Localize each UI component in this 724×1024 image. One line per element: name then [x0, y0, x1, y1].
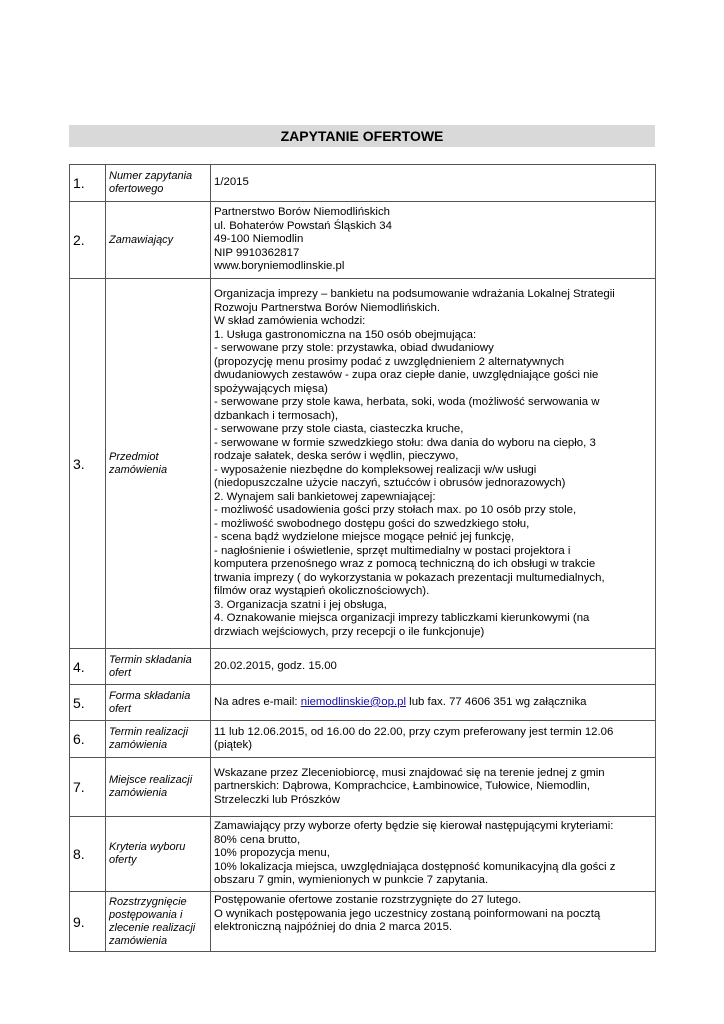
row-number: 5.: [70, 685, 106, 721]
row-value: Zamawiający przy wyborze oferty będzie się kierował następującymi kryteriami: 80% cena brutto, 10% propozycja menu, 10% lokalizacja miejsca, uwzględniająca dostępność komunikacyjną dla gości z obszaru 7 gmin, wymienionych w punkcie 7 zapytania.: [211, 817, 656, 892]
row-label: Termin składania ofert: [106, 649, 211, 685]
row-number: 7.: [70, 758, 106, 817]
offer-table: [69, 164, 656, 952]
row-label: Rozstrzygnięcie postępowania i zlecenie realizacji zamówienia: [106, 892, 211, 952]
row-number: 3.: [70, 279, 106, 649]
email-link[interactable]: niemodlinskie@op.pl: [300, 695, 407, 708]
row-number: 4.: [70, 649, 106, 685]
row-value: Na adres e-mail: niemodlinskie@op.pl lub fax. 77 4606 351 wg załącznika: [211, 685, 656, 721]
row-number: 2.: [70, 202, 106, 279]
row-value: Postępowanie ofertowe zostanie rozstrzygnięte do 27 lutego. O wynikach postępowania jego uczestnicy zostaną poinformowani na pocztą elektroniczną najpóźniej do dnia 2 marca 2015.: [211, 892, 656, 952]
row-value: 20.02.2015, godz. 15.00: [211, 649, 656, 685]
row-label: Zamawiający: [106, 202, 211, 279]
table-row: [70, 685, 656, 721]
table-row: [70, 649, 656, 685]
table-row: [70, 279, 656, 649]
table-row: [70, 165, 656, 202]
row-number: 6.: [70, 721, 106, 758]
row-number: 1.: [70, 165, 106, 202]
row-label: Kryteria wyboru oferty: [106, 817, 211, 892]
row-number: 9.: [70, 892, 106, 952]
row-label: Miejsce realizacji zamówienia: [106, 758, 211, 817]
table-row: [70, 758, 656, 817]
row-value: Partnerstwo Borów Niemodlińskich ul. Bohaterów Powstań Śląskich 34 49-100 Niemodlin NIP 9910362817 www.boryniemodlinskie.pl: [211, 202, 656, 279]
row-label: Numer zapytania ofertowego: [106, 165, 211, 202]
table-row: [70, 817, 656, 892]
table-row: [70, 892, 656, 952]
row-label: Termin realizacji zamówienia: [106, 721, 211, 758]
row-label: Forma składania ofert: [106, 685, 211, 721]
document-title: ZAPYTANIE OFERTOWE: [69, 125, 655, 147]
table-row: [70, 721, 656, 758]
row-value: 1/2015: [211, 165, 656, 202]
table-row: [70, 202, 656, 279]
row-value: Organizacja imprezy – bankietu na podsumowanie wdrażania Lokalnej Strategii Rozwoju Partnerstwa Borów Niemodlińskich. W skład zamówienia wchodzi: 1. Usługa gastronomiczna na 150 osób obejmująca: - serwowane przy stole: przystawka, obiad dwudaniowy (propozycję menu prosimy podać z uwzględnieniem 2 alternatywnych dwudaniowych zestawów - zupa oraz ciepłe danie, uwzględniające gości nie spożywających mięsa) - serwowane przy stole kawa, herbata, soki, woda (możliwość serwowania w dzbankach i termosach), - serwowane przy stole ciasta, ciasteczka kruche, - serwowane w formie szwedzkiego stołu: dwa dania do wyboru na ciepło, 3 rodzaje sałatek, deska serów i wędlin, pieczywo, - wyposażenie niezbędne do kompleksowej realizacji w/w usługi (niedopuszczalne użycie naczyń, sztućców i obrusów jednorazowych) 2. Wynajem sali bankietowej zapewniającej: - możliwość usadowienia gości przy stołach max. po 10 osób przy stole, - możliwość swobodnego dostępu gości do szwedzkiego stołu, - scena bądź wydzielone miejsce mogące pełnić jej funkcję, - nagłośnienie i oświetlenie, sprzęt multimedialny w postaci projektora i komputera przenośnego wraz z pomocą techniczną do ich obsługi w trakcie trwania imprezy ( do wykorzystania w pokazach prezentacji multumedialnych, filmów oraz wystąpień okolicznościowych). 3. Organizacja szatni i jej obsługa, 4. Oznakowanie miejsca organizacji imprezy tabliczkami kierunkowymi (na drzwiach wejściowych, przy recepcji o ile funkcjonuje): [211, 279, 656, 649]
row-value: 11 lub 12.06.2015, od 16.00 do 22.00, przy czym preferowany jest termin 12.06 (piątek): [211, 721, 656, 758]
row-value: Wskazane przez Zleceniobiorcę, musi znajdować się na terenie jednej z gmin partnerskich: Dąbrowa, Komprachcice, Łambinowice, Tułowice, Niemodlin, Strzeleczki lub Prószków: [211, 758, 656, 817]
row-number: 8.: [70, 817, 106, 892]
row-label: Przedmiot zamówienia: [106, 279, 211, 649]
